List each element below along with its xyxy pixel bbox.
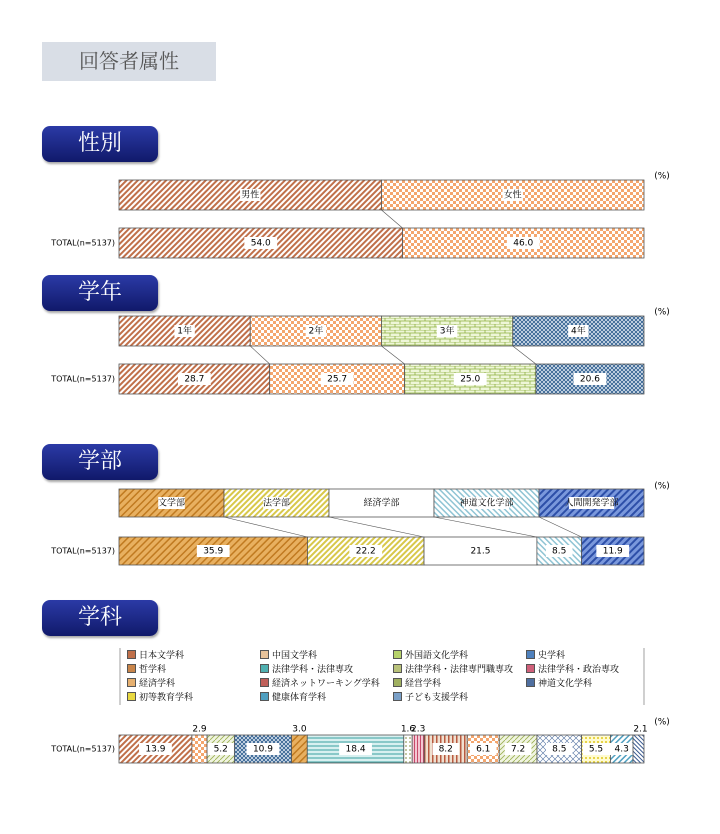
connector-1-0 (250, 346, 269, 364)
legend-label-7: 法律学科・政治専攻 (538, 665, 620, 675)
header-label-0-1: 女性 (503, 190, 522, 201)
value-label-2-1: 22.2 (355, 546, 376, 557)
percent-unit-0: (%) (654, 171, 670, 182)
legend-label-12: 初等教育学科 (139, 693, 194, 703)
value-label-3-3: 10.9 (252, 744, 273, 755)
connector-2-0 (224, 517, 307, 537)
row-label-2: TOTAL(n=5137) (51, 546, 115, 556)
legend-label-11: 神道文化学科 (538, 679, 593, 689)
connector-0-0 (382, 210, 403, 228)
value-label-2-3: 8.5 (552, 546, 567, 557)
header-label-2-1: 法学部 (262, 498, 291, 509)
value-label-3-2: 5.2 (213, 744, 228, 755)
legend-label-3: 史学科 (538, 651, 566, 661)
value-label-0-0: 54.0 (250, 238, 271, 249)
connector-2-2 (434, 517, 537, 537)
value-label-3-9: 6.1 (476, 744, 491, 755)
value-label-2-2: 21.5 (470, 546, 491, 557)
bar-3-14 (633, 735, 644, 763)
legend-label-10: 経営学科 (405, 679, 442, 689)
value-label-1-1: 25.7 (327, 374, 348, 385)
value-label-3-12: 5.5 (588, 744, 604, 755)
value-label-3-13: 4.3 (614, 744, 629, 755)
page-title: 回答者属性 (42, 42, 216, 81)
header-label-1-2: 3年 (439, 326, 455, 337)
legend-label-8: 経済学科 (139, 679, 176, 689)
connector-2-3 (539, 517, 582, 537)
value-label-3-1: 2.9 (192, 724, 207, 735)
bar-3-1 (192, 735, 207, 763)
value-label-2-4: 11.9 (602, 546, 623, 557)
header-label-2-0: 文学部 (157, 498, 186, 509)
value-label-0-1: 46.0 (513, 238, 534, 249)
row-label-3: TOTAL(n=5137) (51, 744, 115, 754)
value-label-3-10: 7.2 (510, 744, 526, 755)
header-label-1-0: 1年 (177, 326, 192, 337)
connector-1-2 (513, 346, 536, 364)
header-label-2-4: 人間開発学部 (564, 498, 619, 509)
value-label-3-11: 8.5 (552, 744, 567, 755)
legend-label-5: 法律学科・法律専攻 (272, 665, 354, 675)
bar-3-6 (404, 735, 412, 763)
value-label-3-6: 1.6 (400, 724, 416, 735)
section-faculty-title: 学部 (42, 444, 158, 480)
legend-label-2: 外国語文化学科 (405, 651, 469, 661)
connector-2-1 (329, 517, 424, 537)
section-year-title: 学年 (42, 275, 158, 311)
value-label-3-8: 8.2 (438, 744, 453, 755)
percent-unit-2: (%) (654, 481, 670, 492)
section-gender-title: 性別 (42, 126, 158, 162)
bar-3-4 (292, 735, 308, 763)
legend-label-0: 日本文学科 (139, 651, 185, 661)
value-label-1-0: 28.7 (184, 374, 205, 385)
value-label-1-2: 25.0 (460, 374, 481, 385)
bar-3-7 (412, 735, 424, 763)
row-label-1: TOTAL(n=5137) (51, 374, 115, 384)
legend-label-14: 子ども支援学科 (405, 693, 469, 703)
value-label-2-0: 35.9 (203, 546, 224, 557)
header-label-0-0: 男性 (241, 190, 260, 201)
connector-1-1 (382, 346, 405, 364)
header-label-2-2: 経済学部 (363, 498, 400, 509)
legend-label-9: 経済ネットワーキング学科 (272, 679, 380, 689)
section-department-title: 学科 (42, 600, 158, 636)
header-label-1-1: 2年 (308, 326, 324, 337)
legend-label-6: 法律学科・法律専門職専攻 (405, 665, 514, 675)
legend-label-1: 中国文学科 (272, 651, 318, 661)
value-label-3-4: 3.0 (292, 724, 307, 735)
header-label-1-3: 4年 (571, 326, 586, 337)
legend-label-4: 哲学科 (139, 665, 167, 675)
percent-unit-1: (%) (654, 307, 670, 318)
value-label-3-5: 18.4 (345, 744, 366, 755)
value-label-3-0: 13.9 (145, 744, 166, 755)
value-label-3-7: 2.3 (411, 724, 426, 735)
legend-label-13: 健康体育学科 (272, 693, 327, 703)
value-label-3-14: 2.1 (633, 724, 648, 735)
percent-unit-3: (%) (654, 717, 670, 728)
value-label-1-3: 20.6 (579, 374, 600, 385)
header-label-2-3: 神道文化学部 (459, 498, 514, 509)
row-label-0: TOTAL(n=5137) (51, 238, 115, 248)
